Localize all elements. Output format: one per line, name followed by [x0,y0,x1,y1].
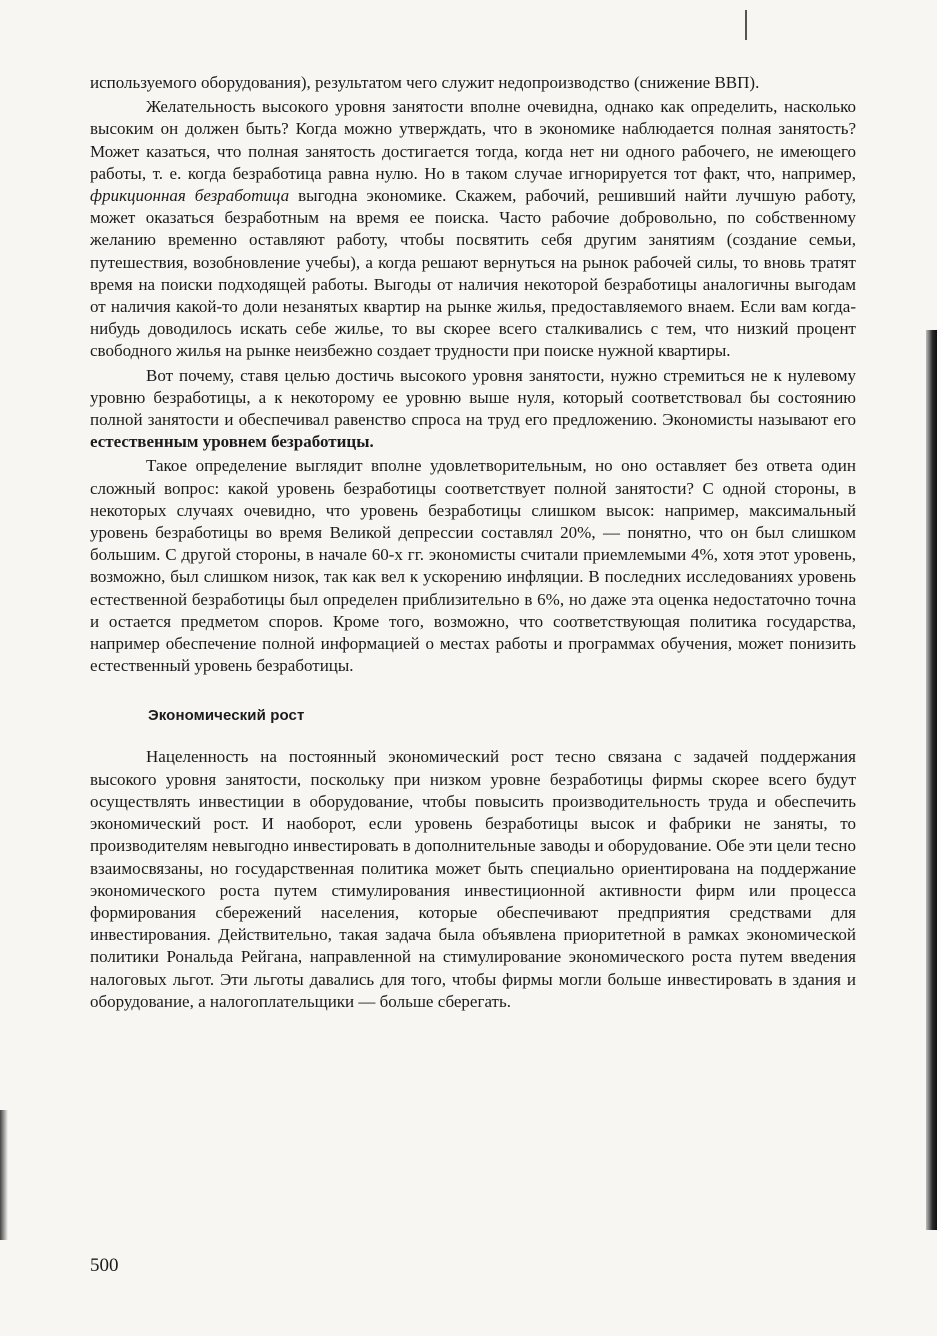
paragraph-definition-question: Такое определение выглядит вполне удовлетворительным, но оно оставляет без ответа один сложный вопрос: какой уровень безработицы соответствует полной занятости? С одной стороны, в некоторых случаях очевидно, что уровень безработицы слишком высок: например, максимальный уровень безработицы во время Великой депрессии составлял 20%, — понятно, что он был слишком большим. С другой стороны, в начале 60-х гг. экономисты считали приемлемыми 4%, хотя этот уровень, возможно, был слишком низок, так как вел к ускорению инфляции. В последних исследованиях уровень естественной безработицы был определен приблизительно в 6%, но даже эта оценка недостаточно точна и остается предметом споров. Кроме того, возможно, что соответствующая политика государства, например обеспечение полной информацией о местах работы и программах обучения, может понизить естественный уровень безработицы. [90,456,856,676]
paragraph-natural-rate [90,365,856,454]
scan-shadow-right-edge [926,330,937,1230]
scan-shadow-left-edge [0,1110,8,1240]
page-number: 500 [90,1255,119,1276]
term-natural-rate-of-unemployment: естественным уровнем безработицы. [90,432,374,452]
paragraph-full-employment [90,96,856,362]
scan-artifact-mark [745,10,747,40]
paragraph-text: выгодна экономике. Скажем, рабочий, решивший найти лучшую работу, может оказаться безработным на время ее поиска. Часто рабочие добровольно, по собственному желанию временно оставляют работу, чтобы посвятить себя другим занятиям (создание семьи, путешествия, возобновление учебы), а когда решают вернуться на рынок рабочей силы, то вновь тратят время на поиски подходящей работы. Выгоды от наличия некоторой безработицы аналогичны выгодам от наличия какой-то доли незанятых квартир на рынке жилья, предоставляемого внаем. Если вам когда-нибудь доводилось искать себе жилье, то вы скорее всего сталкивались с тем, что низкий процент свободного жилья на рынке неизбежно создает трудности при поиске нужной квартиры. [90,186,857,361]
section-heading: Экономический рост [148,707,305,725]
paragraph-continuation: используемого оборудования), результатом чего служит недопроизводство (снижение ВВП). [90,73,760,92]
term-frictional-unemployment: фрикционная безработица [90,186,290,206]
page-body [90,72,856,1013]
paragraph-text: Вот почему, ставя целью достичь высокого уровня занятости, нужно стремиться не к нулевому уровню безработицы, а к некоторому ее уровню выше нуля, который соответствовал бы состоянию полной занятости и обеспечивал равенство спроса на труд его предложению. Экономисты называют его [90,365,856,430]
paragraph-economic-growth: Нацеленность на постоянный экономический рост тесно связана с задачей поддержания высокого уровня занятости, поскольку при низком уровне безработицы фирмы скорее всего будут осуществлять инвестиции в оборудование, чтобы повысить производительность труда и обеспечить экономический рост. И наоборот, если уровень безработицы высок и фабрики не заняты, то производителям невыгодно инвестировать в дополнительные заводы и оборудование. Обе эти цели тесно взаимосвязаны, но государственная политика может быть специально ориентирована на поддержание экономического роста путем стимулирования инвестиционной активности фирм или процесса формирования сбережений населения, которые обеспечивают предприятия средствами для инвестирования. Действительно, такая задача была объявлена приоритетной в рамках экономической политики Рональда Рейгана, направленной на стимулирование экономического роста путем введения налоговых льгот. Эти льготы давались для того, чтобы фирмы могли больше инвестировать в здания и оборудование, а налогоплательщики — больше сберегать. [90,747,856,1011]
paragraph-text: Желательность высокого уровня занятости вполне очевидна, однако как определить, насколько высоким он должен быть? Когда можно утверждать, что в экономике наблюдается полная занятость? Может казаться, что полная занятость достигается тогда, когда нет ни одного рабочего, не имеющего работы, т. е. когда безработица равна нулю. Но в таком случае игнорируется тот факт, что, например, [90,97,856,183]
